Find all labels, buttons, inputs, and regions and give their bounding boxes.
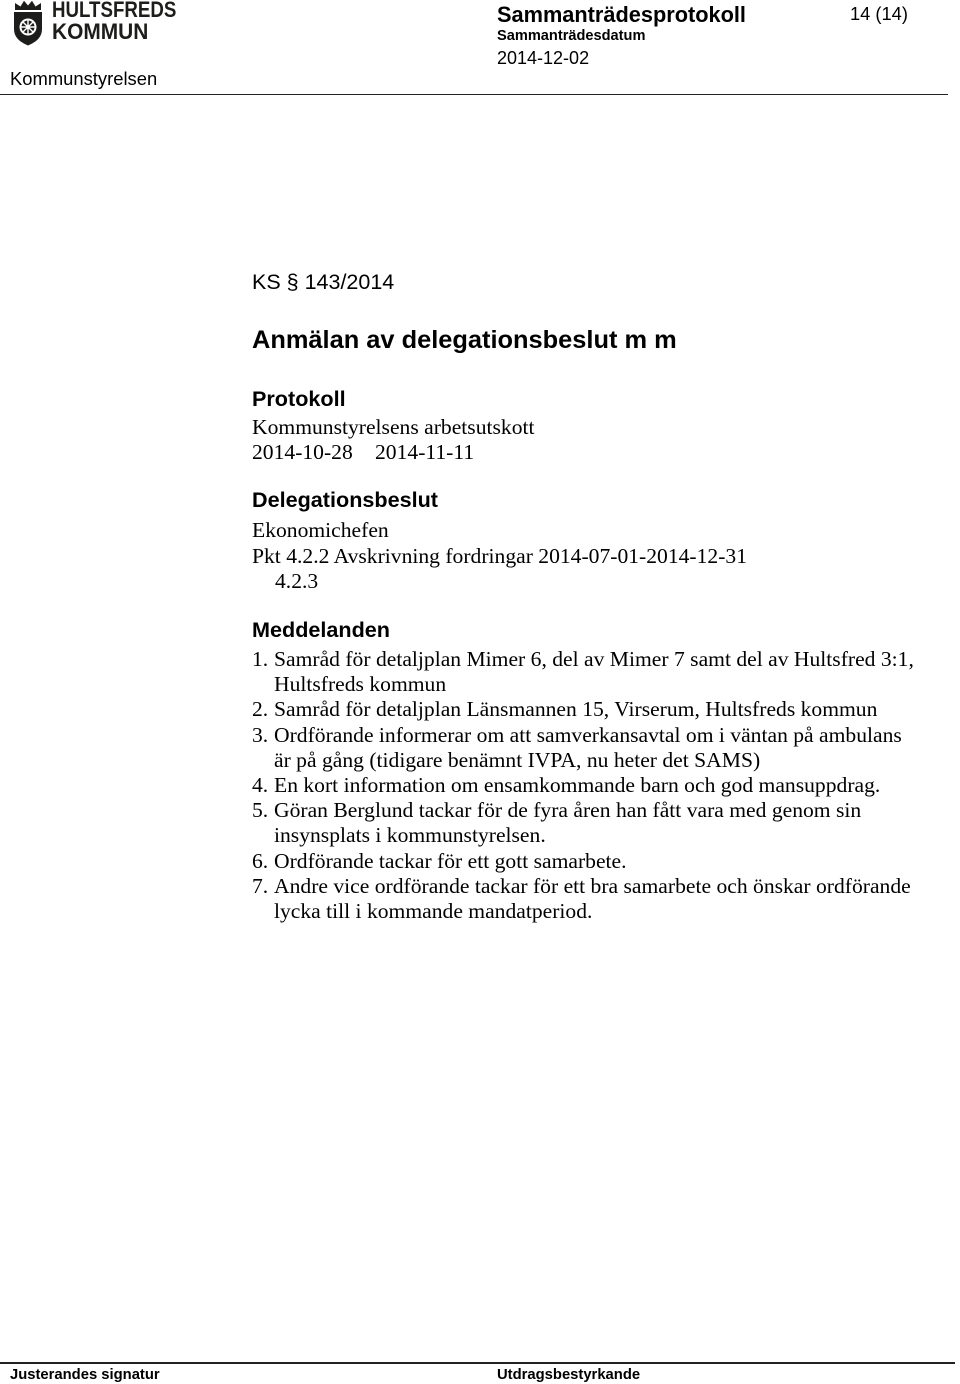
list-item [252,874,914,924]
protokoll-heading: Protokoll [252,386,346,411]
protokoll-date: 2014-11-11 [375,440,475,464]
item-text-line: Göran Berglund tackar för de fyra åren han fått vara med genom sin [274,798,862,823]
item-number: 1. [252,647,269,671]
protokoll-committee: Kommunstyrelsens arbetsutskott [252,415,535,439]
item-text-line: insynsplats i kommunstyrelsen. [274,823,546,848]
signature-label: Justerandes signatur [10,1367,160,1383]
item-text-line: lycka till i kommande mandatperiod. [274,899,593,924]
meddelanden-heading: Meddelanden [252,617,390,642]
delegationsbeslut-line: 4.2.3 [275,569,319,593]
protokoll-date: 2014-10-28 [252,440,353,464]
certification-label: Utdragsbestyrkande [497,1367,641,1383]
list-item [252,849,914,874]
list-item [252,773,914,798]
delegationsbeslut-heading: Delegationsbeslut [252,487,438,512]
coat-of-arms-icon [10,0,46,46]
item-text-line: En kort information om ensamkommande barn och god mansuppdrag. [274,773,881,798]
list-item [252,697,914,722]
logo-text-line2: KOMMUN [52,19,149,44]
header-divider [0,94,948,95]
item-text-line: Samråd för detaljplan Länsmannen 15, Virserum, Hultsfreds kommun [274,697,878,722]
list-item [252,798,914,848]
page-number: 14 (14) [850,3,908,24]
page-title: Anmälan av delegationsbeslut m m [252,326,677,354]
delegationsbeslut-decider: Ekonomichefen [252,518,389,542]
item-number: 5. [252,798,269,823]
organization-name: Kommunstyrelsen [10,68,158,89]
item-number: 3. [252,722,269,747]
meeting-date: 2014-12-02 [497,48,590,68]
item-text-line: är på gång (tidigare benämnt IVPA, nu heter det SAMS) [274,747,761,772]
item-text-line: Ordförande informerar om att samverkansavtal om i väntan på ambulans [274,722,902,747]
delegationsbeslut-line: Pkt 4.2.2 Avskrivning fordringar 2014-07-01-2014-12-31 [252,544,748,568]
document-type: Sammanträdesprotokoll [497,2,746,27]
footer-divider [0,1362,955,1364]
item-number: 2. [252,697,269,722]
item-number: 7. [252,873,269,898]
list-item [252,647,914,697]
meeting-date-label: Sammanträdesdatum [497,28,646,44]
list-item [252,723,914,773]
item-number: 6. [252,848,269,873]
item-text-line: Andre vice ordförande tackar för ett bra samarbete och önskar ordförande [274,873,911,898]
item-text-line: Hultsfreds kommun [274,672,447,697]
case-number: KS § 143/2014 [252,270,395,294]
logo-text-line1: HULTSFREDS [52,0,177,22]
meddelanden-list [252,647,914,924]
item-text-line: Samråd för detaljplan Mimer 6, del av Mimer 7 samt del av Hultsfred 3:1, [274,647,914,671]
item-text-line: Ordförande tackar för ett gott samarbete. [274,848,627,873]
item-number: 4. [252,773,269,798]
